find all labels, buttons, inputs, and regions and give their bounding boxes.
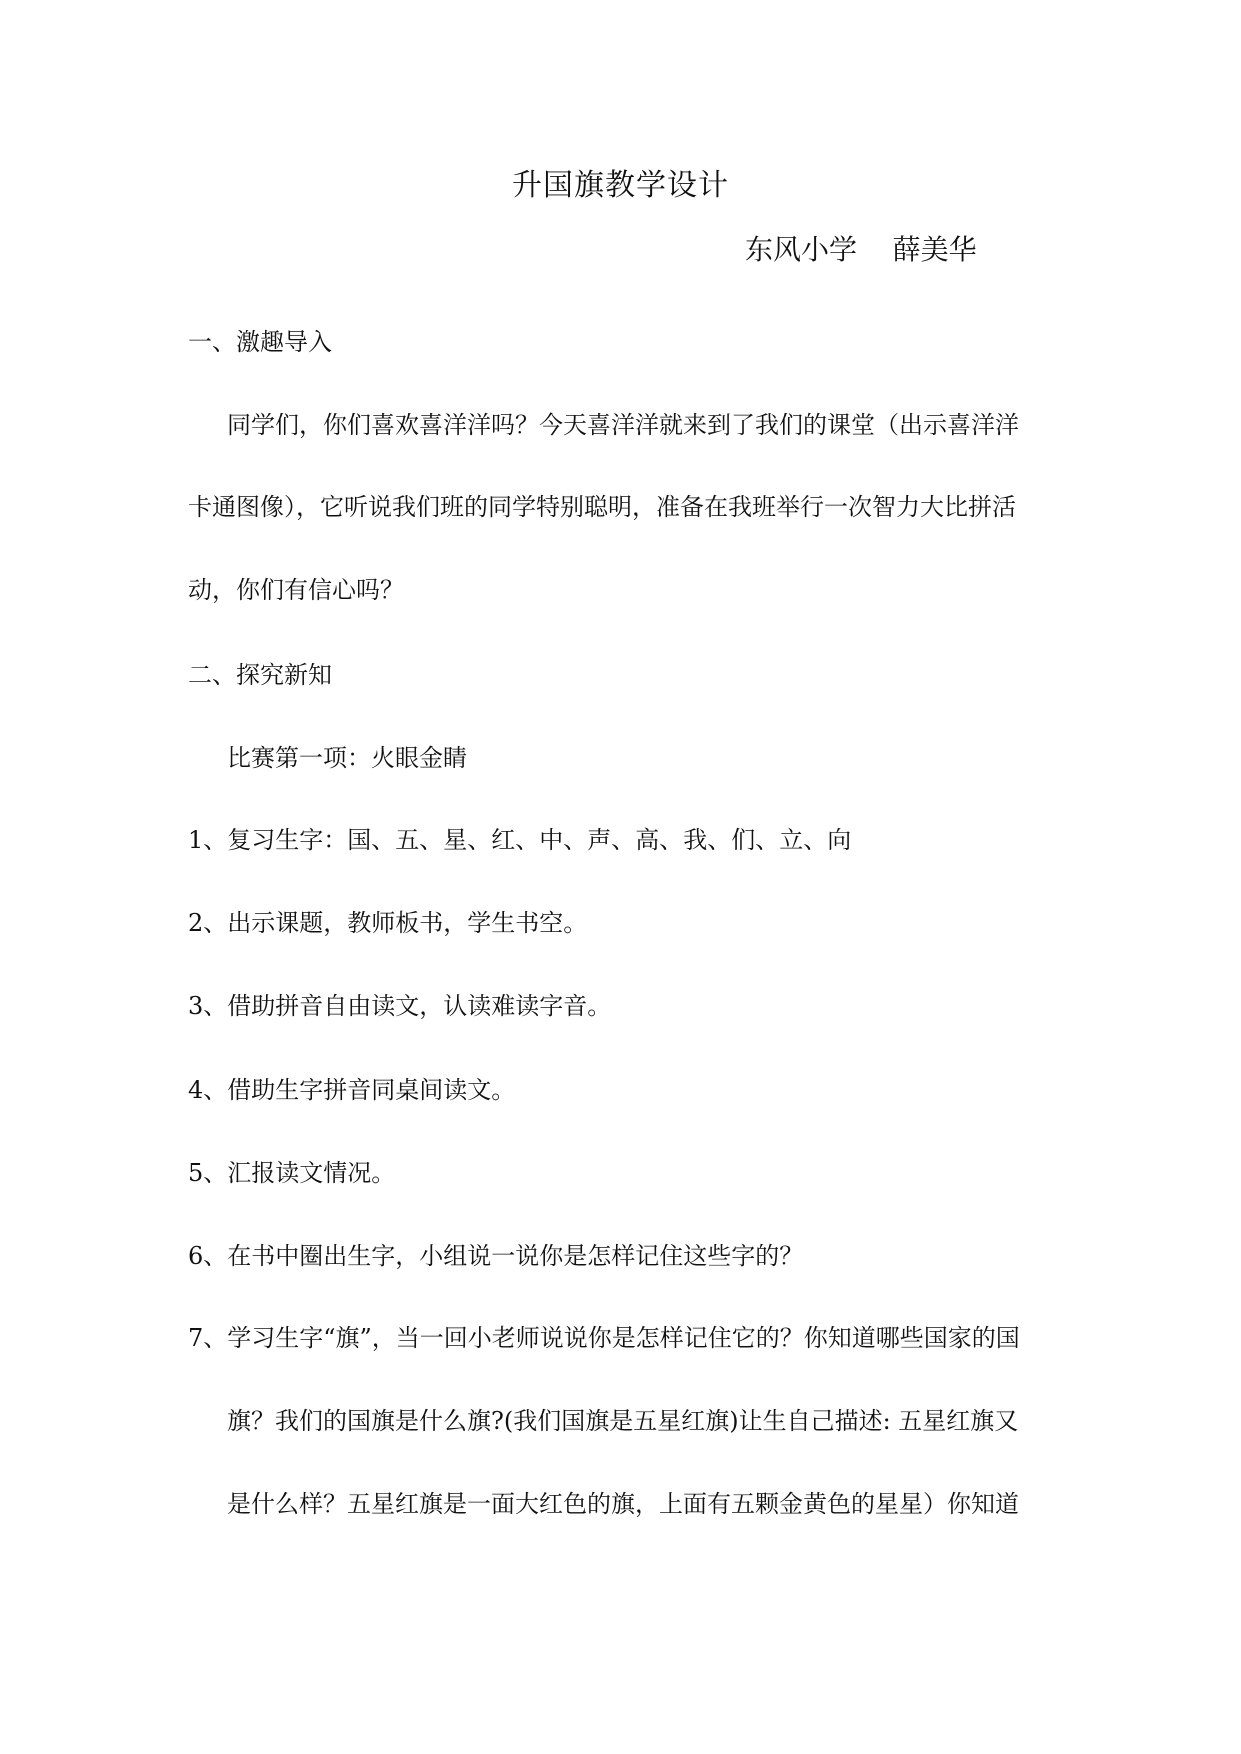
list-item: 7、学习生字“旗”，当一回小老师说说你是怎样记住它的？你知道哪些国家的国	[188, 1324, 1020, 1352]
list-item: 6、在书中圈出生字，小组说一说你是怎样记住这些字的？	[188, 1242, 804, 1270]
subheading: 比赛第一项：火眼金睛	[227, 744, 467, 772]
list-item-continuation: 旗？我们的国旗是什么旗?(我们国旗是五星红旗)让生自己描述: 五星红旗又	[227, 1407, 1019, 1435]
list-item: 3、借助拼音自由读文，认读难读字音。	[188, 992, 612, 1020]
list-item-continuation: 是什么样？五星红旗是一面大红色的旗，上面有五颗金黄色的星星）你知道	[227, 1490, 1019, 1518]
paragraph-line: 动，你们有信心吗？	[188, 576, 404, 604]
list-item: 2、出示课题，教师板书，学生书空。	[188, 909, 588, 937]
section-heading-1: 一、激趣导入	[188, 328, 332, 356]
document-title: 升国旗教学设计	[512, 168, 729, 203]
list-item: 5、汇报读文情况。	[188, 1159, 396, 1187]
paragraph-line: 同学们，你们喜欢喜洋洋吗？今天喜洋洋就来到了我们的课堂（出示喜洋洋	[227, 411, 1019, 439]
author-line: 东风小学 薛美华	[745, 233, 977, 266]
section-heading-2: 二、探究新知	[188, 661, 332, 689]
list-item: 1、复习生字：国、五、星、红、中、声、高、我、们、立、向	[188, 826, 852, 854]
paragraph-line: 卡通图像），它听说我们班的同学特别聪明，准备在我班举行一次智力大比拼活	[188, 493, 1016, 521]
list-item: 4、借助生字拼音同桌间读文。	[188, 1076, 516, 1104]
